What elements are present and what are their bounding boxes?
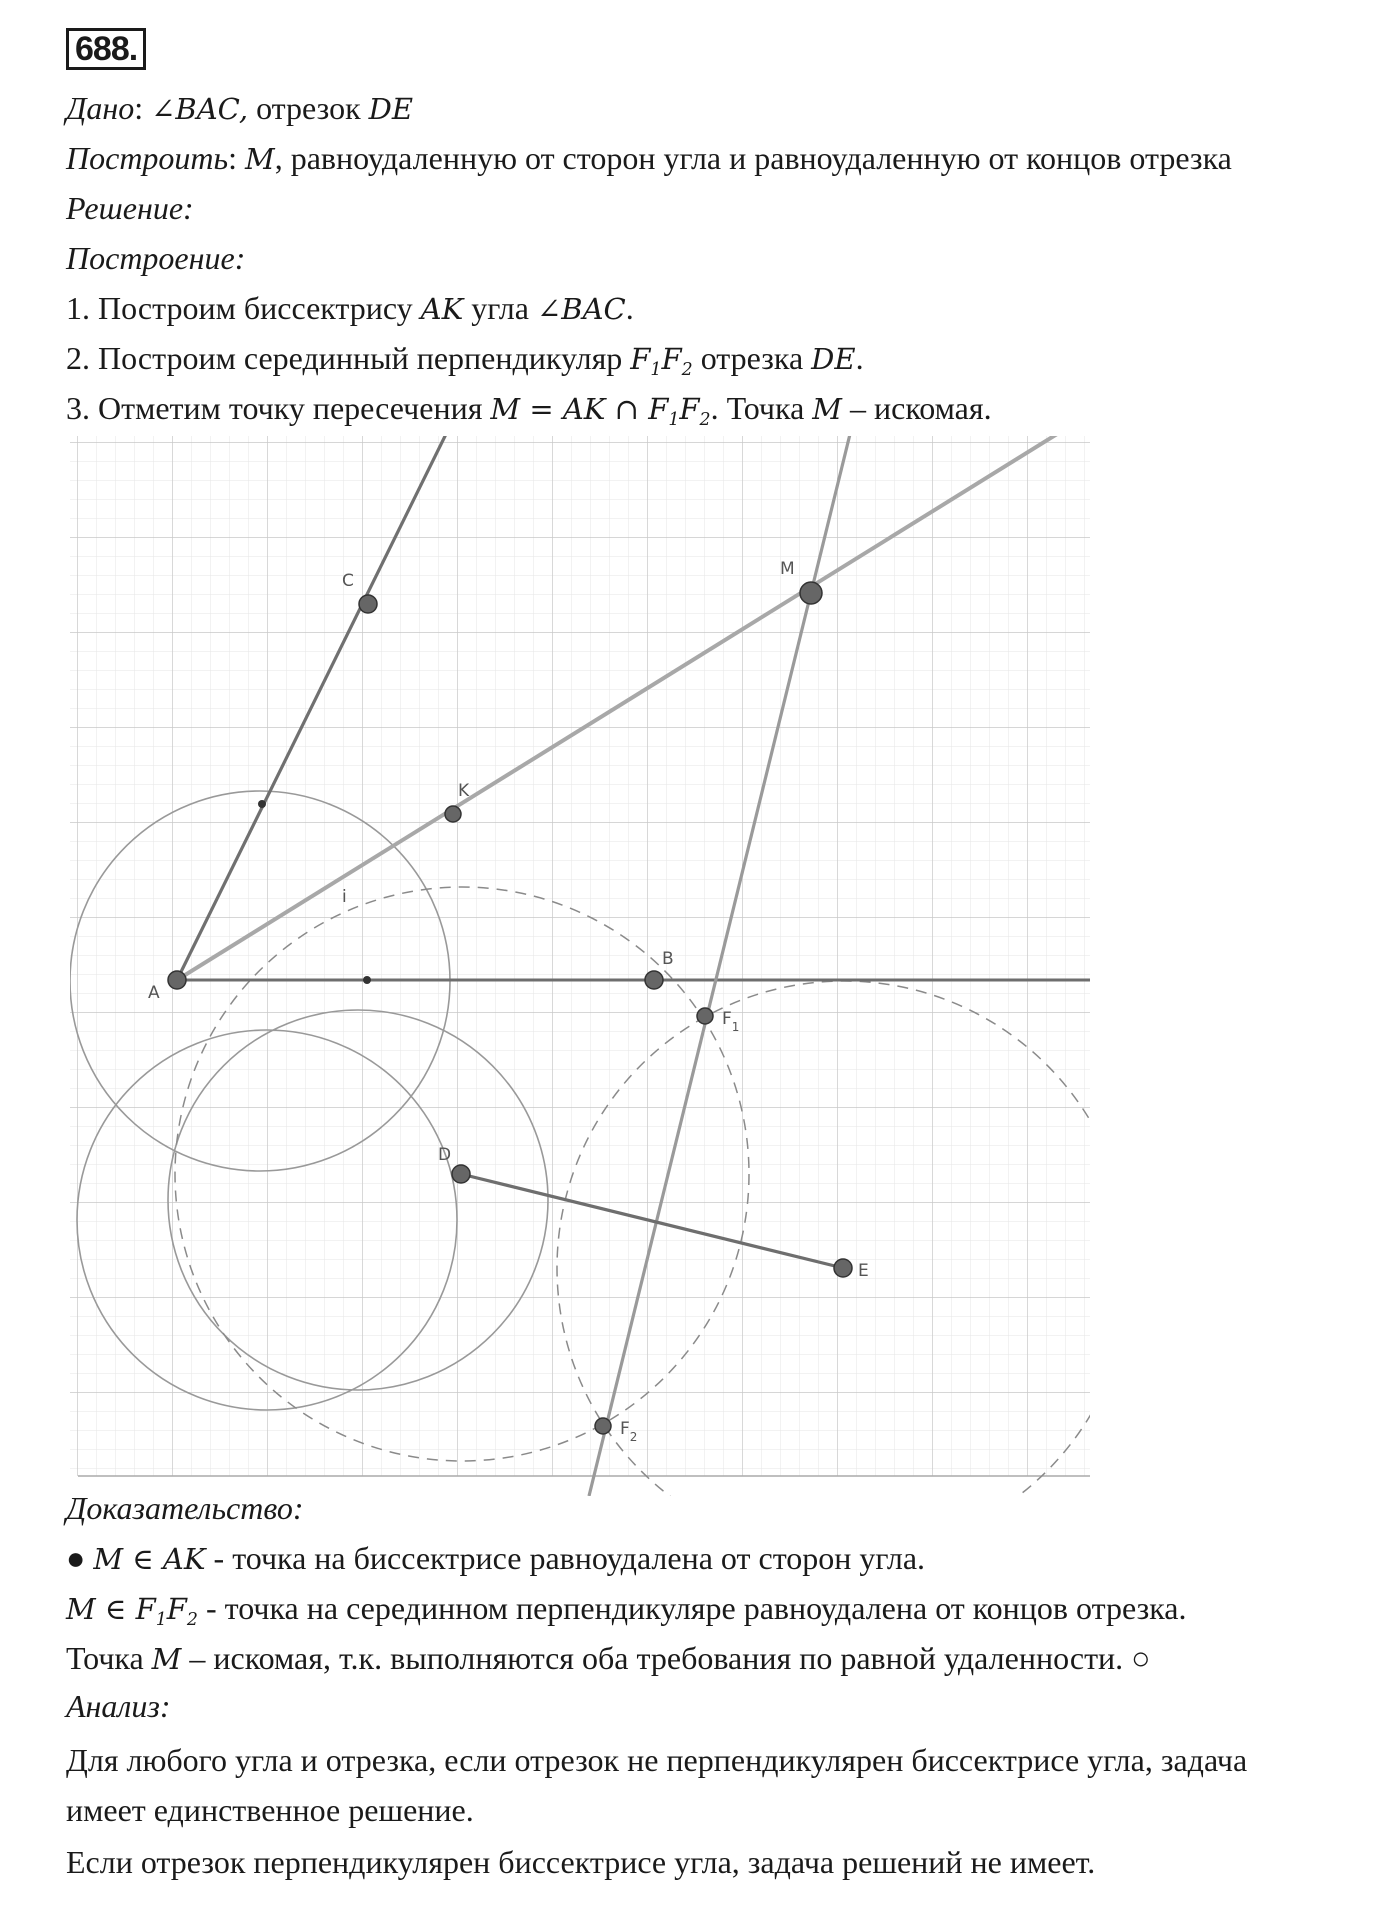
- label-e: E: [858, 1261, 869, 1281]
- point-e: [834, 1259, 852, 1277]
- given-text: отрезок: [248, 90, 369, 126]
- construct-text: , равноудаленную от сторон угла и равноудаленную от концов отрезка: [274, 140, 1232, 176]
- proof-1-text: - точка на биссектрисе равноудалена от сторон угла.: [205, 1540, 926, 1576]
- proof-line-2: [66, 1588, 1186, 1640]
- proof-3-point: M: [151, 1642, 182, 1676]
- step-3-text: 3. Отметим точку пересечения: [66, 390, 491, 426]
- step-3-point: M: [812, 392, 842, 426]
- intersection-dot-2: [363, 976, 371, 984]
- step-2-text: 2. Построим серединный перпендикуляр: [66, 340, 631, 376]
- label-k: K: [458, 781, 470, 801]
- step-3: [66, 388, 992, 440]
- problem-number: 688.: [66, 28, 146, 70]
- step-1-angle: ∠BAC: [536, 292, 626, 326]
- point-m: [800, 582, 822, 604]
- step-3-expr: M = AK ∩ $F_1F_2$: [490, 392, 711, 430]
- label-b: B: [662, 949, 674, 969]
- point-c: [359, 595, 377, 613]
- proof-heading: Доказательство:: [66, 1490, 304, 1526]
- point-d: [452, 1165, 470, 1183]
- construct-label: Построить: [66, 140, 229, 176]
- analysis-heading: Анализ:: [66, 1688, 171, 1724]
- point-k: [445, 806, 461, 822]
- proof-1-expr: M ∈ AK: [93, 1542, 206, 1576]
- step-1-end: .: [625, 290, 634, 326]
- point-f1: [697, 1008, 713, 1024]
- step-2-end: .: [855, 340, 864, 376]
- proof-3-b: – искомая, т.к. выполняются оба требования по равной удаленности. ○: [181, 1640, 1151, 1676]
- point-b: [645, 971, 663, 989]
- construct-point: M: [244, 142, 275, 176]
- analysis-line-3: Если отрезок перпендикулярен биссектрисе угла, задача решений не имеет.: [66, 1844, 1096, 1880]
- label-d: D: [438, 1145, 452, 1165]
- proof-2-text: - точка на серединном перпендикуляре равноудалена от концов отрезка.: [198, 1590, 1187, 1626]
- proof-line-3: [66, 1638, 1151, 1679]
- point-a: [168, 971, 186, 989]
- construction-figure: [70, 436, 1090, 1496]
- proof-2-expr: M ∈ $F_1F_2$: [66, 1592, 198, 1630]
- grid-major: [70, 436, 1090, 1476]
- step-1-bisector: AK: [420, 292, 464, 326]
- construct-line: Построить: M, равноудаленную от сторон угла и равноудаленную от концов отрезка: [66, 140, 1232, 176]
- given-label: Дано: [66, 90, 135, 126]
- given-segment: DE: [368, 92, 414, 126]
- step-2-f1f2: $F_1F_2$: [630, 342, 693, 380]
- label-f2: $F_2$: [620, 1419, 638, 1444]
- label-i: i: [342, 887, 347, 907]
- step-2-mid: отрезка: [692, 340, 812, 376]
- step-1-mid: угла: [463, 290, 537, 326]
- label-c: C: [342, 571, 354, 591]
- step-1-text: 1. Построим биссектрису: [66, 290, 421, 326]
- step-2-segment: DE: [811, 342, 856, 376]
- point-f2: [595, 1418, 611, 1434]
- given-line: Дано: ∠BAC, отрезок DE: [66, 90, 414, 126]
- step-3-mid: . Точка: [710, 390, 813, 426]
- step-3-end: – искомая.: [841, 390, 992, 426]
- analysis-line-2: имеет единственное решение.: [66, 1792, 474, 1828]
- proof-3-a: Точка: [66, 1640, 152, 1676]
- step-1: [66, 288, 634, 329]
- step-2: [66, 338, 864, 390]
- solution-label: Решение: [66, 190, 184, 226]
- proof-bullet: ●: [66, 1540, 94, 1576]
- given-angle: ∠BAC,: [151, 92, 249, 126]
- proof-line-1: [66, 1538, 925, 1579]
- label-f1: $F_1$: [722, 1009, 740, 1034]
- label-m: M: [780, 559, 795, 579]
- label-a: A: [148, 983, 160, 1003]
- construction-heading: Построение:: [66, 240, 246, 276]
- intersection-dot-1: [258, 800, 266, 808]
- construction-label: Построение: [66, 240, 235, 276]
- analysis-line-1: Для любого угла и отрезка, если отрезок не перпендикулярен биссектрисе угла, задача: [66, 1742, 1248, 1778]
- solution-heading: Решение:: [66, 190, 194, 226]
